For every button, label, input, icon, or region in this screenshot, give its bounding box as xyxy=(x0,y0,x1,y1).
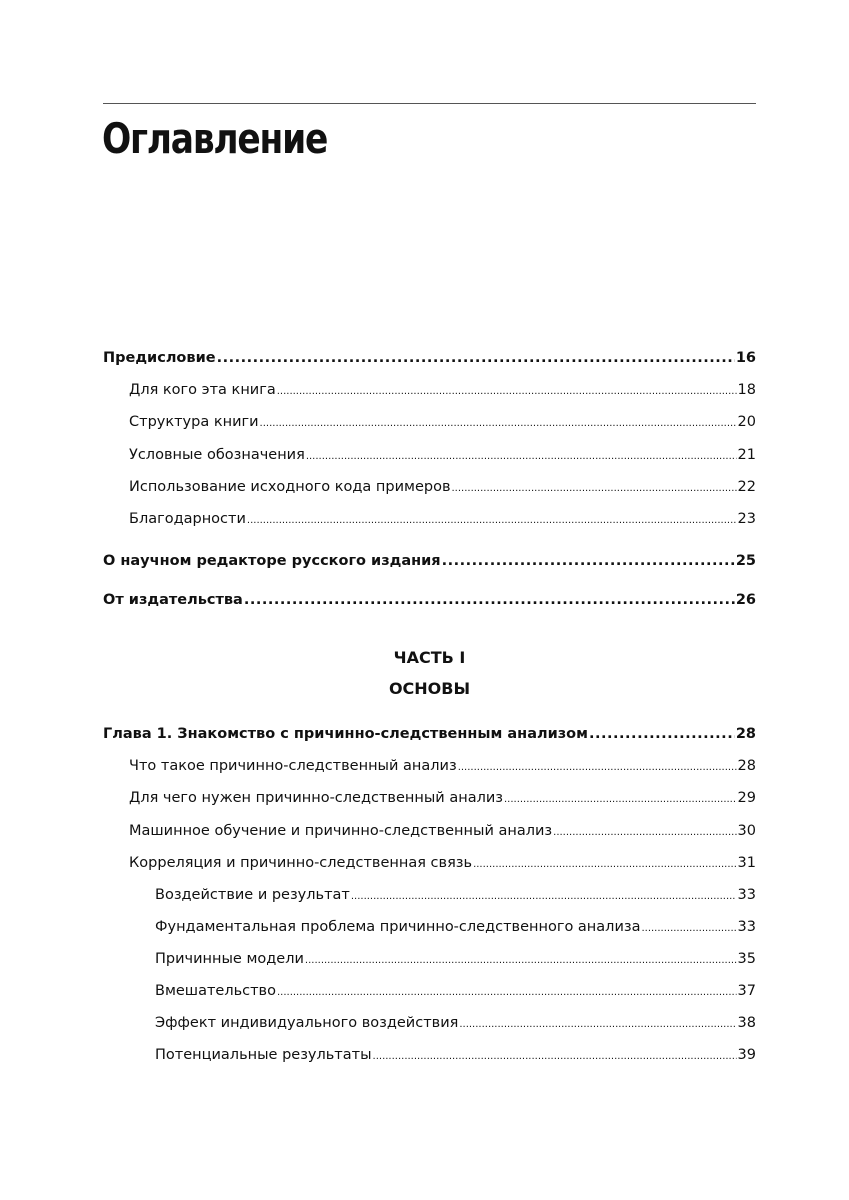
toc-entry-label: Условные обозначения xyxy=(129,447,305,463)
leader-dots xyxy=(351,886,737,906)
toc-entry-label: Потенциальные результаты xyxy=(155,1047,372,1063)
toc-entry-why-causal[interactable] xyxy=(129,789,756,809)
toc-entry-what-is-causal[interactable] xyxy=(129,757,756,777)
toc-entry-potential-outcomes[interactable] xyxy=(155,1046,756,1066)
toc-entry-label: Что такое причинно-следственный анализ xyxy=(129,758,457,774)
toc-entry-page: 29 xyxy=(737,790,756,806)
toc-entry-page: 28 xyxy=(737,758,756,774)
toc-entry-intervention[interactable] xyxy=(155,982,756,1002)
toc-entry-scientific-editor[interactable] xyxy=(103,552,756,570)
leader-dots xyxy=(641,918,736,938)
toc-entry-page: 22 xyxy=(737,479,756,495)
toc-entry-page: 39 xyxy=(737,1047,756,1063)
toc-entry-structure[interactable] xyxy=(129,413,756,433)
toc-entry-preface[interactable] xyxy=(103,349,756,367)
toc-entry-label: Глава 1. Знакомство с причинно-следственным анализом xyxy=(103,726,588,742)
toc-entry-label: Предисловие xyxy=(103,350,216,366)
toc-entry-page: 25 xyxy=(735,553,756,569)
part-name: ОСНОВЫ xyxy=(388,679,471,698)
toc-entry-label: Благодарности xyxy=(129,511,246,527)
leader-dots xyxy=(373,1046,737,1066)
leader-dots xyxy=(306,446,737,466)
leader-dots xyxy=(244,591,735,609)
toc-entry-page: 37 xyxy=(737,983,756,999)
toc-entry-label: Эффект индивидуального воздействия xyxy=(155,1015,459,1031)
toc-entry-label: Для кого эта книга xyxy=(129,382,276,398)
toc-entry-page: 23 xyxy=(737,511,756,527)
toc-entry-page: 33 xyxy=(737,887,756,903)
leader-dots xyxy=(277,381,737,401)
toc-entry-causal-models[interactable] xyxy=(155,950,756,970)
toc-entry-label: Структура книги xyxy=(129,414,259,430)
toc-entry-chapter-1[interactable] xyxy=(103,725,756,743)
toc-entry-page: 20 xyxy=(737,414,756,430)
leader-dots xyxy=(277,982,737,1002)
toc-entry-fundamental-problem[interactable] xyxy=(155,918,756,938)
toc-entry-audience[interactable] xyxy=(129,381,756,401)
toc-entry-page: 38 xyxy=(737,1015,756,1031)
leader-dots xyxy=(589,725,735,743)
toc-entry-source-code[interactable] xyxy=(129,478,756,498)
part-number: ЧАСТЬ I xyxy=(393,648,466,667)
toc-entry-label: Для чего нужен причинно-следственный анализ xyxy=(129,790,503,806)
toc-entry-page: 18 xyxy=(737,382,756,398)
toc-entry-page: 33 xyxy=(737,919,756,935)
toc-entry-label: Фундаментальная проблема причинно-следственного анализа xyxy=(155,919,641,935)
toc-entry-page: 21 xyxy=(737,447,756,463)
toc-entry-publisher[interactable] xyxy=(103,591,756,609)
toc-entry-page: 31 xyxy=(737,855,756,871)
toc-entry-acknowledgements[interactable] xyxy=(129,510,756,530)
toc-entry-label: Причинные модели xyxy=(155,951,304,967)
leader-dots xyxy=(452,478,737,498)
toc-entry-label: Воздействие и результат xyxy=(155,887,350,903)
leader-dots xyxy=(553,822,736,842)
toc-entry-label: Машинное обучение и причинно-следственный анализ xyxy=(129,823,553,839)
leader-dots xyxy=(504,789,737,809)
toc-entry-individual-effect[interactable] xyxy=(155,1014,756,1034)
leader-dots xyxy=(260,413,737,433)
toc-entry-page: 35 xyxy=(737,951,756,967)
toc-entry-label: Вмешательство xyxy=(155,983,276,999)
leader-dots xyxy=(473,854,736,874)
leader-dots xyxy=(458,757,737,777)
toc-entry-page: 16 xyxy=(735,350,756,366)
toc-entry-conventions[interactable] xyxy=(129,446,756,466)
toc-entry-treatment-outcome[interactable] xyxy=(155,886,756,906)
toc-entry-label: Использование исходного кода примеров xyxy=(129,479,451,495)
leader-dots xyxy=(217,349,735,367)
toc-entry-page: 28 xyxy=(735,726,756,742)
toc-entry-label: От издательства xyxy=(103,592,243,608)
page-title: Оглавление xyxy=(102,114,328,163)
top-rule xyxy=(103,103,756,104)
leader-dots xyxy=(247,510,737,530)
toc-entry-label: Корреляция и причинно-следственная связь xyxy=(129,855,473,871)
toc-entry-correlation[interactable] xyxy=(129,854,756,874)
leader-dots xyxy=(459,1014,736,1034)
toc-entry-ml-and-causal[interactable] xyxy=(129,822,756,842)
leader-dots xyxy=(442,552,735,570)
toc-entry-page: 26 xyxy=(735,592,756,608)
toc-entry-label: О научном редакторе русского издания xyxy=(103,553,441,569)
leader-dots xyxy=(305,950,737,970)
toc-entry-page: 30 xyxy=(737,823,756,839)
